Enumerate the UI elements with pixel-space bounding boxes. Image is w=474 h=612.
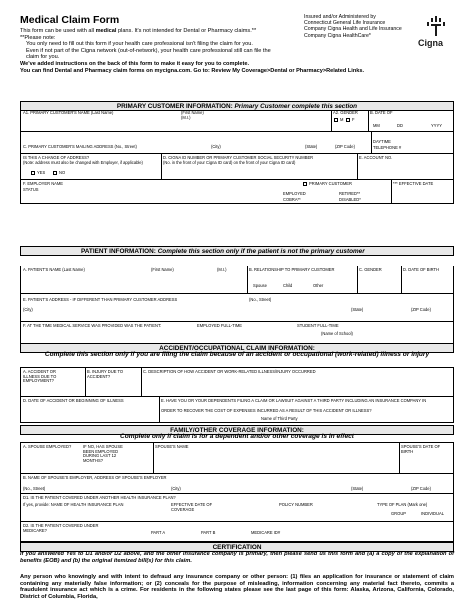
- patient-city-label: (City): [23, 307, 33, 312]
- first-name-label: (First Name): [181, 110, 204, 115]
- patient-street-label: (No., Street): [249, 297, 272, 302]
- primary-change-row: [20, 154, 454, 180]
- spouse-city-label: (City): [171, 486, 181, 491]
- gender-m-label: M: [340, 117, 344, 122]
- school-name-label: (Name of School): [321, 331, 353, 336]
- spouse-state-label: (State): [351, 486, 364, 491]
- coverage-date-label: EFFECTIVE DATE OF COVERAGE: [171, 502, 213, 512]
- patient-state-label: (State): [351, 307, 364, 312]
- medicare-label: D2. IS THE PATIENT COVERED UNDER MEDICARE?: [23, 523, 99, 533]
- instructions-note: We've added instructions on the back of this form to make it easy for you to complete.: [20, 60, 250, 67]
- mailing-address-label: C. PRIMARY CUSTOMER'S MAILING ADDRESS (No., Street): [23, 144, 137, 149]
- please-note: **Please note:: [20, 34, 56, 41]
- medicare-row: [20, 522, 454, 542]
- accident-date-label: D. DATE OF ACCIDENT OR BEGINNING OF ILLNESS: [23, 398, 124, 403]
- gender-m-checkbox[interactable]: [334, 118, 338, 122]
- dob-label: B. DATE OF: [370, 110, 393, 115]
- note-two: Even if not part of the Cigna network (out-of-network), your health care professional still can file the claim for you.: [26, 47, 271, 61]
- patient-status-row: [20, 322, 454, 344]
- note-one: You only need to fill out this form if your health care professional isn't filing the claim for you.: [26, 41, 253, 48]
- primary-employer-row: [20, 180, 454, 204]
- intro-line1-post: plans. It's not intended for Dental or Pharmacy claims.**: [116, 28, 257, 34]
- dob-mm: MM: [373, 123, 380, 128]
- primary-customer-checkbox[interactable]: [303, 182, 307, 186]
- spouse-street-label: (No., Street): [23, 486, 46, 491]
- gender-f-checkbox[interactable]: [346, 118, 350, 122]
- relationship-spouse: Spouse: [253, 283, 267, 288]
- patient-heading-label: PATIENT INFORMATION:: [81, 247, 156, 255]
- intro-line1-pre: This form can be used with all: [20, 28, 96, 34]
- accident-description-label: C. DESCRIPTION OF HOW ACCIDENT OR WORK-RELATED ILLNESS/INJURY OCCURRED: [143, 369, 316, 374]
- administrator-block: [304, 14, 414, 39]
- zip-label: (ZIP Code): [335, 144, 355, 149]
- dob-dd: DD: [397, 123, 403, 128]
- primary-name-label: A1. PRIMARY CUSTOMER'S NAME (Last Name): [23, 110, 114, 115]
- cigna-id-label: D. CIGNA ID NUMBER OR PRIMARY CUSTOMER SOCIAL SECURITY NUMBER: [163, 155, 314, 160]
- telephone-label: TELEPHONE #: [373, 145, 402, 150]
- gender-f-label: F: [352, 117, 355, 122]
- spouse-row: [20, 442, 454, 474]
- employed-label: EMPLOYED: [283, 191, 306, 196]
- cobra-label: COBRA**: [283, 197, 301, 202]
- patient-mi-label: (M.I.): [217, 267, 227, 272]
- accident-subheading: Complete this section only if you are filing the claim because of an accident or occupational (work-related) illness or injury: [44, 351, 430, 358]
- cigna-id-note: (No. in the front of your Cigna ID card) on the front of your Cigna ID card): [163, 160, 296, 165]
- injury-accident-label: B. INJURY DUE TO ACCIDENT?: [87, 369, 124, 379]
- retired-label: RETIRED**: [339, 191, 361, 196]
- accident-date-row: [20, 397, 454, 423]
- cigna-logo-text: Cigna: [418, 38, 444, 48]
- city-label: (City): [211, 144, 221, 149]
- form-title: Medical Claim Form: [20, 14, 120, 26]
- accident-heading: ACCIDENT/OCCUPATIONAL CLAIM INFORMATION:: [20, 343, 454, 353]
- relationship-label: B. RELATIONSHIP TO PRIMARY CUSTOMER: [249, 267, 335, 272]
- spouse-dob-label: SPOUSE'S DATE OF BIRTH: [401, 444, 441, 454]
- third-party-label: E. HAVE YOU OR YOUR DEPENDENTS FILING A CLAIM OR LAWSUIT AGAINST A THIRD PARTY INCLUDING AN INSURANCE COMPANY IN: [161, 398, 427, 403]
- other-coverage-row: [20, 494, 454, 522]
- disabled-label: DISABLED*: [339, 197, 361, 202]
- plan-group-label: GROUP: [391, 511, 407, 516]
- patient-heading-italic: Complete this section only if the patient is not the primary customer: [157, 247, 365, 255]
- patient-dob-label: D. DATE OF BIRTH: [403, 267, 440, 272]
- plan-name-label: If yes, provide: NAME OF HEALTH INSURANCE PLAN: [23, 502, 124, 507]
- status-label: STATUS: [23, 187, 39, 192]
- employer-name-label: F. EMPLOYER NAME: [23, 181, 64, 186]
- policy-number-label: POLICY NUMBER: [279, 502, 313, 507]
- dental-pharmacy-link: You can find Dental and Pharmacy claim forms on mycigna.com. Go to: Review My Coverage>Dental or Pharmacy>Related Links.: [20, 67, 365, 74]
- admin-line: Connecticut General Life Insurance: [304, 20, 386, 27]
- patient-gender-label: C. GENDER: [359, 267, 382, 272]
- accident-row: [20, 367, 454, 397]
- medicare-id-label: MEDICARE ID#: [251, 530, 281, 535]
- relationship-other: Other: [313, 283, 324, 288]
- admin-line: Company Cigna Health and Life Insurance: [304, 26, 402, 33]
- spouse-employer-row: [20, 474, 454, 494]
- plan-type-label: TYPE OF PLAN (Mark one): [377, 502, 428, 507]
- eob-instructions: If you answered Yes to D1 and/or D2 above, and the other insurance company is primary, then please send us this form and (a) a copy of the explanation of benefits (EOB) and (b) the original itemized bill(s) for this claim.: [20, 551, 454, 564]
- change-address-label: IS THIS A CHANGE OF ADDRESS?: [23, 155, 90, 160]
- other-plan-label: D1. IS THE PATIENT COVERED UNDER ANOTHER HEALTH INSURANCE PLAN?: [23, 495, 176, 500]
- spouse-last12-label: IF NO, HAS SPOUSE BEEN EMPLOYED DURING LAST 12 MONTHS?: [83, 444, 123, 463]
- spouse-name-label: SPOUSE'S NAME: [155, 444, 189, 449]
- fraud-notice: Any person who knowingly and with intent to defraud any insurance company or other person: (1) files an application for insurance or statement of claim containing any materially false information; or (2) conceals for the purpose of misleading, information concerning any material fact thereto, commits a fraudulent insurance act which is a crime. For residents in the following states please see the last page of this form: Alaska, Arizona, California, Colorado, District of Columbia, Florida,: [20, 574, 454, 600]
- mi-label: (M.I.): [181, 115, 191, 120]
- spouse-employer-label: B. NAME OF SPOUSE'S EMPLOYER, ADDRESS OF SPOUSE'S EMPLOYER: [23, 475, 167, 480]
- accident-employment-label: A. ACCIDENT OR ILLNESS DUE TO EMPLOYMENT?: [23, 369, 57, 383]
- employed-fulltime-label: EMPLOYED FULL-TIME: [197, 323, 243, 328]
- intro-line1-bold: medical: [95, 28, 117, 34]
- family-heading: FAMILY/OTHER COVERAGE INFORMATION:: [20, 425, 454, 435]
- third-party-name-label: Name of Third Party: [261, 416, 298, 421]
- patient-address-label: E. PATIENT'S ADDRESS - IF DIFFERENT THAN PRIMARY CUSTOMER ADDRESS: [23, 297, 178, 302]
- gender-label: A2. GENDER: [333, 110, 358, 115]
- patient-name-row: [20, 266, 454, 294]
- primary-name-row: [20, 110, 454, 132]
- recover-cost-label: ORDER TO RECOVER THE COST OF EXPENSES INCURRED AS A RESULT OF THIS ACCIDENT OR ILLNESS?: [161, 408, 372, 413]
- primary-customer-status-label: PRIMARY CUSTOMER: [309, 181, 352, 186]
- admin-line: Company Cigna HealthCare*: [304, 32, 371, 39]
- part-b-label: PART B: [201, 530, 216, 535]
- spouse-employed-label: A. SPOUSE EMPLOYED?: [23, 444, 72, 449]
- state-label: (State): [305, 144, 318, 149]
- effective-date-label: *** EFFECTIVE DATE: [393, 181, 434, 186]
- admin-line: Insured and/or Administered by: [304, 14, 376, 20]
- primary-address-row: [20, 132, 454, 154]
- patient-status-label: F. AT THE TIME MEDICAL SERVICE WAS PROVIDED WAS THE PATIENT:: [23, 323, 162, 328]
- dob-yyyy: YYYY: [431, 123, 442, 128]
- change-address-note: (Note: address must also be changed with Employer, if applicable): [23, 160, 143, 165]
- part-a-label: PART A: [151, 530, 166, 535]
- primary-heading-label: PRIMARY CUSTOMER INFORMATION:: [116, 102, 233, 110]
- plan-individual-label: INDIVIDUAL: [421, 511, 444, 516]
- change-yes-label: YES: [37, 170, 46, 175]
- family-subheading: Complete only if claim is for a dependent and/or other coverage is in effect: [119, 433, 354, 440]
- certification-heading: CERTIFICATION: [20, 542, 454, 552]
- student-fulltime-label: STUDENT FULL-TIME: [297, 323, 339, 328]
- change-no-label: NO: [59, 170, 66, 175]
- change-no-checkbox[interactable]: [53, 171, 57, 175]
- spouse-zip-label: (ZIP Code): [411, 486, 431, 491]
- patient-address-row: [20, 294, 454, 322]
- change-yes-checkbox[interactable]: [31, 171, 35, 175]
- patient-first-label: (First Name): [151, 267, 174, 272]
- patient-zip-label: (ZIP Code): [411, 307, 431, 312]
- relationship-child: Child: [283, 283, 293, 288]
- patient-name-label: A. PATIENT'S NAME (Last Name): [23, 267, 85, 272]
- daytime-label: DAYTIME: [373, 139, 391, 144]
- patient-heading: [20, 246, 454, 256]
- primary-heading-italic: Primary Customer complete this section: [234, 102, 358, 110]
- account-no-label: E. ACCOUNT NO.: [359, 155, 393, 160]
